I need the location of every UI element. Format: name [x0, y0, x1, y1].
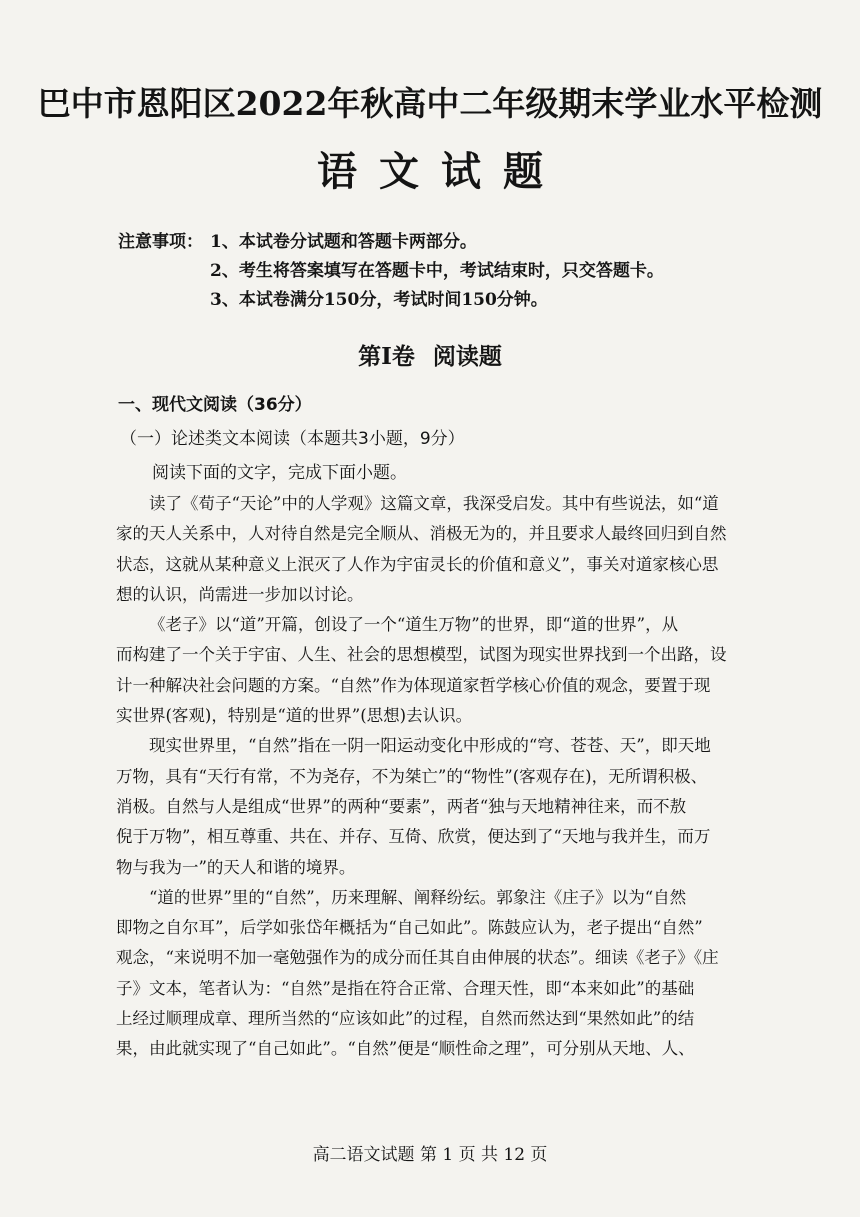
notes-item-text: 2、考生将答案填写在答题卡中，考试结束时，只交答题卡。 [210, 261, 664, 281]
passage-line: 倪于万物”，相互尊重、共在、并存、互倚、欣赏，便达到了“天地与我并生，而万 [116, 827, 711, 847]
passage-line: 想的认识，尚需进一步加以讨论。 [116, 584, 364, 604]
notes-item-text: 3、本试卷满分150分，考试时间150分钟。 [210, 290, 548, 310]
exam-subtitle: 语文试题 [317, 148, 565, 195]
passage-line: 消极。自然与人是组成“世界”的两种“要素”，两者“独与天地精神往来，而不敖 [116, 796, 687, 816]
part-subheading: （一）论述类文本阅读（本题共3小题，9分） [120, 429, 465, 449]
passage-line: 实世界(客观)，特别是“道的世界”(思想)去认识。 [116, 706, 473, 726]
passage-line: 现实世界里，“自然”指在一阴一阳运动变化中形成的“穹、苍苍、天”，即天地 [149, 736, 711, 756]
exam-title: 巴中市恩阳区2022年秋高中二年级期末学业水平检测 [37, 84, 823, 123]
passage-line: 《老子》以“道”开篇，创设了一个“道生万物”的世界，即“道的世界”，从 [149, 615, 679, 635]
passage-text [116, 489, 806, 1065]
notes-item-text: 1、本试卷分试题和答题卡两部分。 [210, 232, 477, 252]
page-footer: 高二语文试题 第 1 页 共 12 页 [312, 1145, 548, 1165]
passage-line: 万物，具有“天行有常，不为尧存，不为桀亡”的“物性”(客观存在)，无所谓积极、 [116, 766, 708, 786]
passage-line: 读了《荀子“天论”中的人学观》这篇文章，我深受启发。其中有些说法，如“道 [149, 494, 719, 513]
passage-line: 而构建了一个关于宇宙、人生、社会的思想模型，试图为现实世界找到一个出路，设 [116, 645, 727, 665]
section-volume: 第Ⅰ卷 [358, 343, 415, 370]
part-heading: 一、现代文阅读（36分） [118, 395, 312, 415]
notes-block [118, 228, 664, 315]
passage-line: 上经过顺理成章、理所当然的“应该如此”的过程，自然而然达到“果然如此”的结 [116, 1009, 695, 1029]
passage-line: 家的天人关系中，人对待自然是完全顺从、消极无为的，并且要求人最终回归到自然 [116, 524, 727, 544]
section-heading [0, 338, 860, 371]
notes-item [118, 228, 664, 257]
notes-label: 注意事项： [118, 232, 203, 252]
notes-item [118, 257, 664, 286]
instruction-text: 阅读下面的文字，完成下面小题。 [152, 463, 407, 483]
passage-line: 物与我为一”的天人和谐的境界。 [116, 857, 356, 877]
passage-line: 观念，“来说明不加一毫勉强作为的成分而任其自由伸展的状态”。细读《老子》《庄 [116, 948, 719, 968]
passage-line: 状态，这就从某种意义上泯灭了人作为宇宙灵长的价值和意义”，事关对道家核心思 [116, 554, 719, 574]
passage-line: “道的世界”里的“自然”，历来理解、阐释纷纭。郭象注《庄子》以为“自然 [149, 887, 687, 907]
section-name: 阅读题 [432, 343, 502, 370]
passage-line: 子》文本，笔者认为：“自然”是指在符合正常、合理天性，即“本来如此”的基础 [116, 978, 695, 998]
notes-item [118, 286, 664, 315]
passage-line: 果，由此就实现了“自己如此”。“自然”便是“顺性命之理”，可分别从天地、人、 [116, 1039, 695, 1059]
passage-line: 即物之自尔耳”，后学如张岱年概括为“自己如此”。陈鼓应认为，老子提出“自然” [116, 918, 703, 938]
passage-line: 计一种解决社会问题的方案。“自然”作为体现道家哲学核心价值的观念，要置于现 [116, 675, 711, 695]
